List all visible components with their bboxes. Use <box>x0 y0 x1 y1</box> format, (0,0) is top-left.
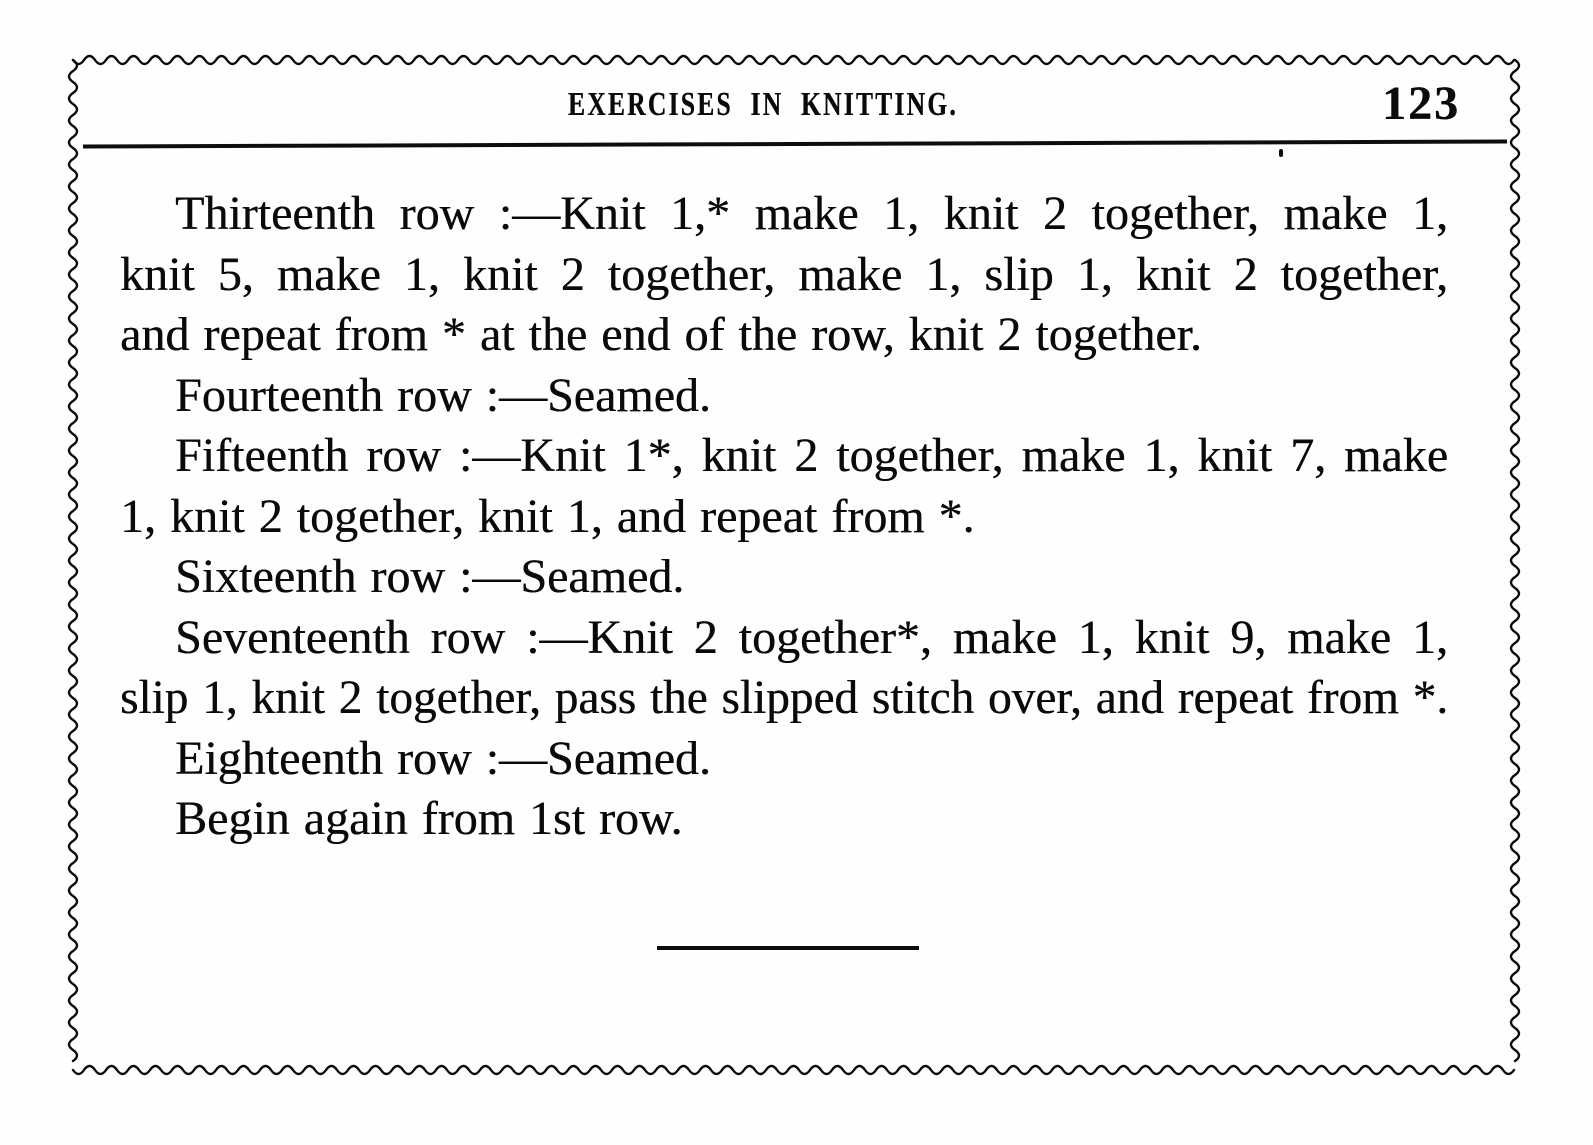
text-line-content: Sixteenth row :—Seamed. <box>175 550 685 603</box>
text-line <box>120 729 1448 790</box>
text-line-content: Seventeenth row :—Knit 2 together*, make 1, knit 9, make 1, <box>175 610 1448 664</box>
ink-speck <box>1279 149 1283 157</box>
text-line-content: Begin again from 1st row. <box>175 792 683 845</box>
text-line-content: and repeat from * at the end of the row, knit 2 together. <box>120 308 1202 361</box>
text-line-content: Thirteenth row :—Knit 1,* make 1, knit 2 together, make 1, <box>175 187 1448 240</box>
text-line <box>120 426 1448 487</box>
section-separator-rule <box>657 946 919 950</box>
text-line <box>120 487 1448 548</box>
text-line <box>120 305 1448 366</box>
text-line-content: Eighteenth row :—Seamed. <box>175 731 711 785</box>
page-body-text <box>120 184 1448 850</box>
text-line <box>120 547 1448 608</box>
header-rule <box>83 140 1507 149</box>
running-head-text: EXERCISES IN KNITTING. <box>567 86 958 123</box>
text-line-content: slip 1, knit 2 together, pass the slipped stitch over, and repeat from *. <box>120 671 1449 724</box>
text-line-content: knit 5, make 1, knit 2 together, make 1, slip 1, knit 2 together, <box>120 247 1448 301</box>
running-head <box>503 86 958 124</box>
text-line-content: Fourteenth row :—Seamed. <box>175 368 711 422</box>
text-line <box>120 184 1448 245</box>
text-line <box>120 608 1448 669</box>
text-line <box>120 668 1448 729</box>
text-line <box>120 789 1448 850</box>
text-line <box>120 245 1448 306</box>
page-frame <box>73 60 1515 1070</box>
text-line <box>120 366 1448 427</box>
text-line-content: 1, knit 2 together, knit 1, and repeat from *. <box>120 489 975 543</box>
page-number: 123 <box>1382 77 1460 130</box>
text-line-content: Fifteenth row :—Knit 1*, knit 2 together, make 1, knit 7, make <box>175 429 1448 482</box>
